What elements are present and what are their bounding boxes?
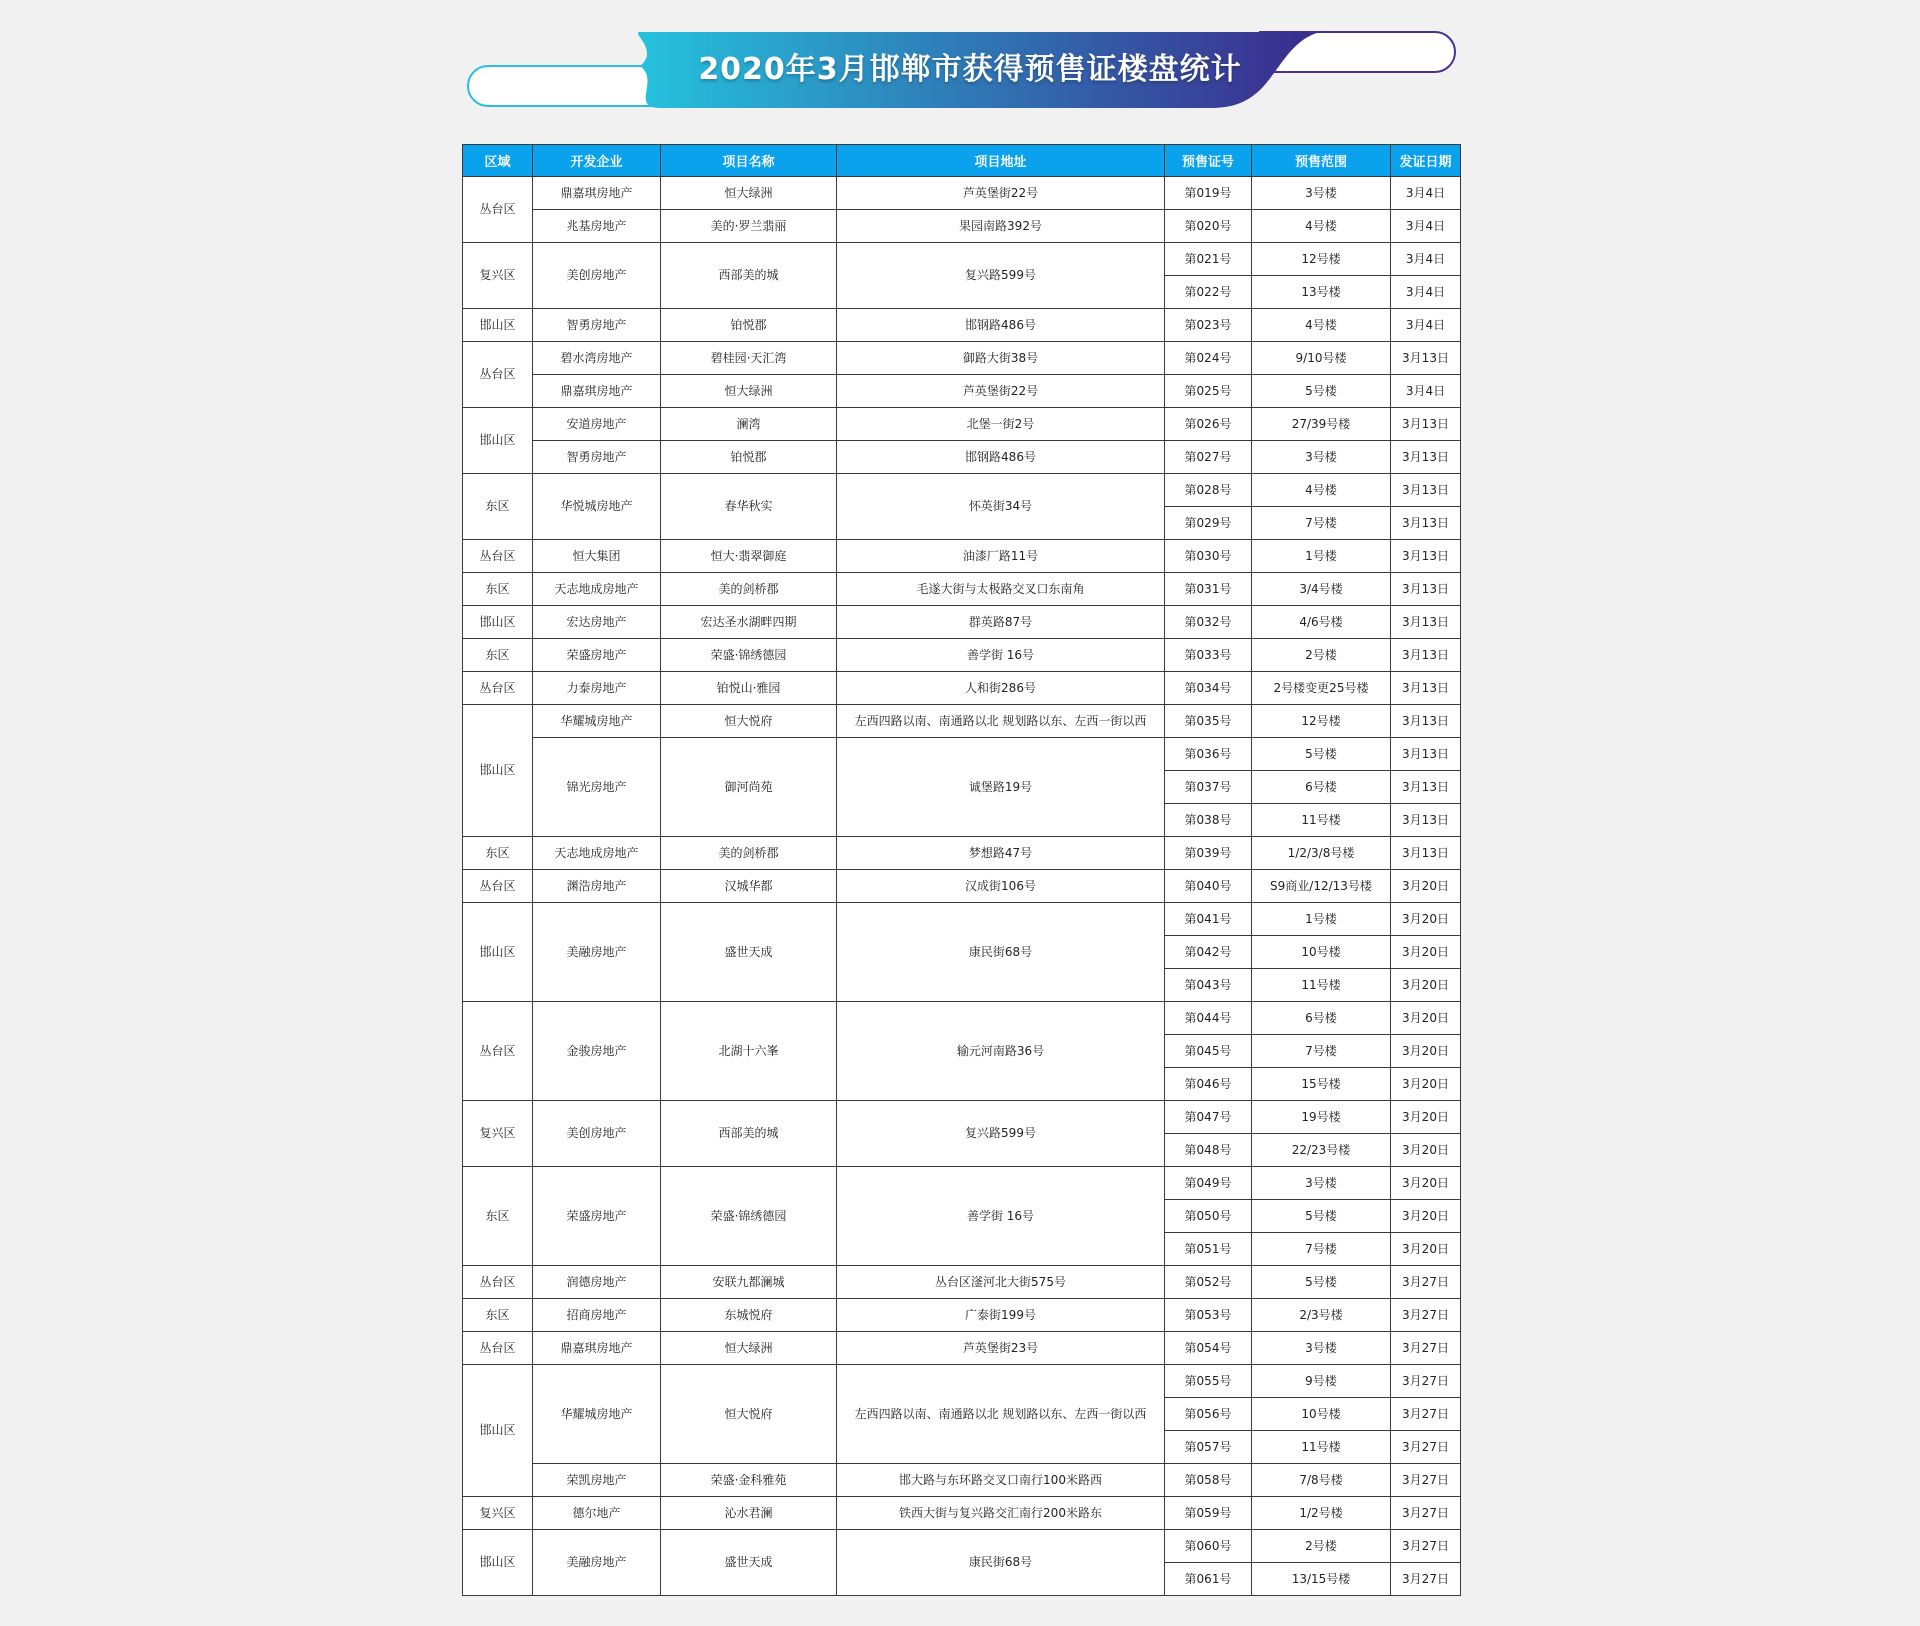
cell-scope: 3号楼 bbox=[1252, 1167, 1391, 1200]
table-row bbox=[463, 738, 1461, 771]
cell-scope: 7号楼 bbox=[1252, 507, 1391, 540]
cell-developer: 华耀城房地产 bbox=[533, 705, 661, 738]
cell-developer: 美创房地产 bbox=[533, 1101, 661, 1167]
cell-region: 东区 bbox=[463, 1299, 533, 1332]
cell-project-name: 恒大悦府 bbox=[661, 705, 837, 738]
cell-address: 芦英堡街23号 bbox=[837, 1332, 1165, 1365]
cell-scope: 4/6号楼 bbox=[1252, 606, 1391, 639]
cell-project-name: 恒大·翡翠御庭 bbox=[661, 540, 837, 573]
cell-address: 丛台区滏河北大街575号 bbox=[837, 1266, 1165, 1299]
cell-date: 3月4日 bbox=[1391, 177, 1461, 210]
cell-date: 3月4日 bbox=[1391, 243, 1461, 276]
cell-permit-no: 第049号 bbox=[1165, 1167, 1252, 1200]
table-row bbox=[463, 1497, 1461, 1530]
cell-permit-no: 第043号 bbox=[1165, 969, 1252, 1002]
cell-project-name: 美的·罗兰翡丽 bbox=[661, 210, 837, 243]
cell-permit-no: 第037号 bbox=[1165, 771, 1252, 804]
cell-date: 3月20日 bbox=[1391, 903, 1461, 936]
header-developer: 开发企业 bbox=[533, 145, 661, 177]
cell-developer: 华悦城房地产 bbox=[533, 474, 661, 540]
cell-developer: 天志地成房地产 bbox=[533, 837, 661, 870]
cell-address: 梦想路47号 bbox=[837, 837, 1165, 870]
cell-region: 复兴区 bbox=[463, 243, 533, 309]
table-row bbox=[463, 1266, 1461, 1299]
cell-date: 3月13日 bbox=[1391, 639, 1461, 672]
table-row bbox=[463, 309, 1461, 342]
table-row bbox=[463, 1299, 1461, 1332]
cell-permit-no: 第060号 bbox=[1165, 1530, 1252, 1563]
cell-region: 邯山区 bbox=[463, 1530, 533, 1596]
cell-address: 输元河南路36号 bbox=[837, 1002, 1165, 1101]
cell-developer: 润德房地产 bbox=[533, 1266, 661, 1299]
cell-permit-no: 第044号 bbox=[1165, 1002, 1252, 1035]
cell-project-name: 铂悦郡 bbox=[661, 441, 837, 474]
cell-date: 3月27日 bbox=[1391, 1332, 1461, 1365]
table-row bbox=[463, 408, 1461, 441]
cell-date: 3月20日 bbox=[1391, 1002, 1461, 1035]
cell-address: 汉成街106号 bbox=[837, 870, 1165, 903]
cell-date: 3月20日 bbox=[1391, 1233, 1461, 1266]
cell-date: 3月4日 bbox=[1391, 309, 1461, 342]
cell-permit-no: 第025号 bbox=[1165, 375, 1252, 408]
cell-scope: 11号楼 bbox=[1252, 1431, 1391, 1464]
cell-project-name: 汉城华都 bbox=[661, 870, 837, 903]
cell-permit-no: 第039号 bbox=[1165, 837, 1252, 870]
table-header-row bbox=[463, 145, 1461, 177]
cell-date: 3月27日 bbox=[1391, 1431, 1461, 1464]
cell-scope: 5号楼 bbox=[1252, 738, 1391, 771]
cell-region: 邯山区 bbox=[463, 705, 533, 837]
cell-permit-no: 第026号 bbox=[1165, 408, 1252, 441]
cell-scope: 1号楼 bbox=[1252, 903, 1391, 936]
cell-developer: 美创房地产 bbox=[533, 243, 661, 309]
table-row bbox=[463, 474, 1461, 507]
cell-region: 丛台区 bbox=[463, 1332, 533, 1365]
cell-permit-no: 第052号 bbox=[1165, 1266, 1252, 1299]
cell-permit-no: 第057号 bbox=[1165, 1431, 1252, 1464]
cell-date: 3月27日 bbox=[1391, 1530, 1461, 1563]
cell-scope: 11号楼 bbox=[1252, 804, 1391, 837]
cell-permit-no: 第059号 bbox=[1165, 1497, 1252, 1530]
cell-date: 3月20日 bbox=[1391, 1035, 1461, 1068]
cell-scope: 4号楼 bbox=[1252, 309, 1391, 342]
cell-permit-no: 第040号 bbox=[1165, 870, 1252, 903]
cell-region: 邯山区 bbox=[463, 309, 533, 342]
cell-address: 怀英街34号 bbox=[837, 474, 1165, 540]
cell-address: 左西四路以南、南通路以北 规划路以东、左西一街以西 bbox=[837, 1365, 1165, 1464]
cell-address: 御路大街38号 bbox=[837, 342, 1165, 375]
presale-table-container bbox=[462, 144, 1460, 1596]
cell-developer: 招商房地产 bbox=[533, 1299, 661, 1332]
cell-scope: 9/10号楼 bbox=[1252, 342, 1391, 375]
cell-address: 毛遂大街与太极路交叉口东南角 bbox=[837, 573, 1165, 606]
cell-permit-no: 第034号 bbox=[1165, 672, 1252, 705]
cell-project-name: 恒大绿洲 bbox=[661, 375, 837, 408]
cell-scope: 1号楼 bbox=[1252, 540, 1391, 573]
cell-developer: 荣凯房地产 bbox=[533, 1464, 661, 1497]
table-row bbox=[463, 1101, 1461, 1134]
cell-developer: 碧水湾房地产 bbox=[533, 342, 661, 375]
header-address: 项目地址 bbox=[837, 145, 1165, 177]
table-row bbox=[463, 243, 1461, 276]
cell-developer: 金骏房地产 bbox=[533, 1002, 661, 1101]
cell-developer: 安道房地产 bbox=[533, 408, 661, 441]
header-permit-no: 预售证号 bbox=[1165, 145, 1252, 177]
cell-permit-no: 第047号 bbox=[1165, 1101, 1252, 1134]
table-row bbox=[463, 1464, 1461, 1497]
table-row bbox=[463, 1167, 1461, 1200]
cell-date: 3月27日 bbox=[1391, 1365, 1461, 1398]
cell-project-name: 恒大绿洲 bbox=[661, 1332, 837, 1365]
cell-developer: 智勇房地产 bbox=[533, 441, 661, 474]
table-row bbox=[463, 177, 1461, 210]
table-row bbox=[463, 870, 1461, 903]
table-row bbox=[463, 639, 1461, 672]
cell-project-name: 美的剑桥郡 bbox=[661, 573, 837, 606]
cell-address: 康民街68号 bbox=[837, 1530, 1165, 1596]
cell-project-name: 美的剑桥郡 bbox=[661, 837, 837, 870]
cell-permit-no: 第023号 bbox=[1165, 309, 1252, 342]
cell-developer: 荣盛房地产 bbox=[533, 1167, 661, 1266]
table-row bbox=[463, 573, 1461, 606]
table-row bbox=[463, 441, 1461, 474]
cell-scope: 7号楼 bbox=[1252, 1035, 1391, 1068]
cell-region: 复兴区 bbox=[463, 1497, 533, 1530]
cell-scope: 3/4号楼 bbox=[1252, 573, 1391, 606]
cell-scope: 7号楼 bbox=[1252, 1233, 1391, 1266]
cell-region: 丛台区 bbox=[463, 540, 533, 573]
cell-date: 3月13日 bbox=[1391, 804, 1461, 837]
cell-date: 3月20日 bbox=[1391, 936, 1461, 969]
table-row bbox=[463, 1530, 1461, 1563]
cell-scope: 7/8号楼 bbox=[1252, 1464, 1391, 1497]
cell-permit-no: 第021号 bbox=[1165, 243, 1252, 276]
cell-permit-no: 第022号 bbox=[1165, 276, 1252, 309]
cell-date: 3月13日 bbox=[1391, 771, 1461, 804]
cell-scope: 12号楼 bbox=[1252, 243, 1391, 276]
table-row bbox=[463, 540, 1461, 573]
cell-address: 广泰街199号 bbox=[837, 1299, 1165, 1332]
cell-region: 邯山区 bbox=[463, 606, 533, 639]
cell-scope: 2号楼 bbox=[1252, 639, 1391, 672]
cell-developer: 锦光房地产 bbox=[533, 738, 661, 837]
cell-address: 果园南路392号 bbox=[837, 210, 1165, 243]
cell-developer: 恒大集团 bbox=[533, 540, 661, 573]
cell-date: 3月20日 bbox=[1391, 1167, 1461, 1200]
cell-date: 3月27日 bbox=[1391, 1266, 1461, 1299]
cell-permit-no: 第032号 bbox=[1165, 606, 1252, 639]
cell-scope: 9号楼 bbox=[1252, 1365, 1391, 1398]
cell-developer: 力泰房地产 bbox=[533, 672, 661, 705]
cell-project-name: 安联九都澜城 bbox=[661, 1266, 837, 1299]
cell-developer: 美融房地产 bbox=[533, 1530, 661, 1596]
cell-project-name: 铂悦郡 bbox=[661, 309, 837, 342]
cell-developer: 宏达房地产 bbox=[533, 606, 661, 639]
table-row bbox=[463, 1365, 1461, 1398]
cell-permit-no: 第019号 bbox=[1165, 177, 1252, 210]
cell-region: 邯山区 bbox=[463, 903, 533, 1002]
cell-permit-no: 第042号 bbox=[1165, 936, 1252, 969]
cell-region: 丛台区 bbox=[463, 342, 533, 408]
cell-project-name: 荣盛·锦绣德园 bbox=[661, 1167, 837, 1266]
cell-project-name: 西部美的城 bbox=[661, 243, 837, 309]
cell-project-name: 恒大绿洲 bbox=[661, 177, 837, 210]
cell-permit-no: 第051号 bbox=[1165, 1233, 1252, 1266]
cell-project-name: 北湖十六峯 bbox=[661, 1002, 837, 1101]
cell-scope: 1/2号楼 bbox=[1252, 1497, 1391, 1530]
cell-address: 邯大路与东环路交叉口南行100米路西 bbox=[837, 1464, 1165, 1497]
cell-permit-no: 第056号 bbox=[1165, 1398, 1252, 1431]
cell-permit-no: 第046号 bbox=[1165, 1068, 1252, 1101]
page-title: 2020年3月邯郸市获得预售证楼盘统计 bbox=[698, 52, 1242, 87]
cell-region: 东区 bbox=[463, 639, 533, 672]
cell-permit-no: 第050号 bbox=[1165, 1200, 1252, 1233]
cell-date: 3月13日 bbox=[1391, 507, 1461, 540]
cell-region: 东区 bbox=[463, 474, 533, 540]
cell-scope: 12号楼 bbox=[1252, 705, 1391, 738]
cell-scope: 3号楼 bbox=[1252, 1332, 1391, 1365]
cell-date: 3月13日 bbox=[1391, 540, 1461, 573]
cell-developer: 德尔地产 bbox=[533, 1497, 661, 1530]
cell-project-name: 宏达圣水湖畔四期 bbox=[661, 606, 837, 639]
cell-scope: 5号楼 bbox=[1252, 1200, 1391, 1233]
cell-developer: 智勇房地产 bbox=[533, 309, 661, 342]
cell-developer: 鼎嘉琪房地产 bbox=[533, 177, 661, 210]
cell-region: 邯山区 bbox=[463, 1365, 533, 1497]
table-body bbox=[463, 177, 1461, 1596]
header-scope: 预售范围 bbox=[1252, 145, 1391, 177]
cell-project-name: 春华秋实 bbox=[661, 474, 837, 540]
cell-scope: 2号楼变更25号楼 bbox=[1252, 672, 1391, 705]
cell-scope: 4号楼 bbox=[1252, 210, 1391, 243]
cell-developer: 华耀城房地产 bbox=[533, 1365, 661, 1464]
cell-permit-no: 第036号 bbox=[1165, 738, 1252, 771]
table-row bbox=[463, 1332, 1461, 1365]
cell-date: 3月20日 bbox=[1391, 1068, 1461, 1101]
cell-developer: 鼎嘉琪房地产 bbox=[533, 375, 661, 408]
cell-permit-no: 第041号 bbox=[1165, 903, 1252, 936]
cell-date: 3月20日 bbox=[1391, 1134, 1461, 1167]
cell-address: 康民街68号 bbox=[837, 903, 1165, 1002]
cell-region: 东区 bbox=[463, 837, 533, 870]
cell-permit-no: 第048号 bbox=[1165, 1134, 1252, 1167]
cell-permit-no: 第054号 bbox=[1165, 1332, 1252, 1365]
cell-scope: 2号楼 bbox=[1252, 1530, 1391, 1563]
table-row bbox=[463, 210, 1461, 243]
cell-address: 芦英堡街22号 bbox=[837, 177, 1165, 210]
cell-date: 3月20日 bbox=[1391, 870, 1461, 903]
cell-permit-no: 第033号 bbox=[1165, 639, 1252, 672]
cell-region: 丛台区 bbox=[463, 1266, 533, 1299]
table-row bbox=[463, 705, 1461, 738]
cell-region: 丛台区 bbox=[463, 1002, 533, 1101]
cell-project-name: 恒大悦府 bbox=[661, 1365, 837, 1464]
cell-scope: 5号楼 bbox=[1252, 1266, 1391, 1299]
cell-region: 丛台区 bbox=[463, 177, 533, 243]
cell-date: 3月13日 bbox=[1391, 408, 1461, 441]
cell-address: 善学街 16号 bbox=[837, 639, 1165, 672]
cell-address: 邯钢路486号 bbox=[837, 309, 1165, 342]
cell-project-name: 澜湾 bbox=[661, 408, 837, 441]
cell-date: 3月20日 bbox=[1391, 1200, 1461, 1233]
cell-scope: S9商业/12/13号楼 bbox=[1252, 870, 1391, 903]
table-row bbox=[463, 837, 1461, 870]
cell-scope: 13号楼 bbox=[1252, 276, 1391, 309]
table-row bbox=[463, 606, 1461, 639]
cell-date: 3月27日 bbox=[1391, 1398, 1461, 1431]
cell-scope: 1/2/3/8号楼 bbox=[1252, 837, 1391, 870]
cell-address: 铁西大街与复兴路交汇南行200米路东 bbox=[837, 1497, 1165, 1530]
cell-developer: 荣盛房地产 bbox=[533, 639, 661, 672]
cell-region: 东区 bbox=[463, 573, 533, 606]
cell-permit-no: 第024号 bbox=[1165, 342, 1252, 375]
cell-scope: 6号楼 bbox=[1252, 1002, 1391, 1035]
header-region: 区域 bbox=[463, 145, 533, 177]
cell-developer: 天志地成房地产 bbox=[533, 573, 661, 606]
cell-scope: 27/39号楼 bbox=[1252, 408, 1391, 441]
cell-date: 3月4日 bbox=[1391, 375, 1461, 408]
cell-date: 3月4日 bbox=[1391, 210, 1461, 243]
cell-address: 北堡一街2号 bbox=[837, 408, 1165, 441]
cell-address: 芦英堡街22号 bbox=[837, 375, 1165, 408]
cell-region: 丛台区 bbox=[463, 672, 533, 705]
cell-permit-no: 第030号 bbox=[1165, 540, 1252, 573]
cell-scope: 15号楼 bbox=[1252, 1068, 1391, 1101]
cell-address: 油漆厂路11号 bbox=[837, 540, 1165, 573]
cell-address: 群英路87号 bbox=[837, 606, 1165, 639]
cell-developer: 美融房地产 bbox=[533, 903, 661, 1002]
cell-address: 复兴路599号 bbox=[837, 1101, 1165, 1167]
cell-permit-no: 第045号 bbox=[1165, 1035, 1252, 1068]
cell-developer: 渊浩房地产 bbox=[533, 870, 661, 903]
cell-address: 善学街 16号 bbox=[837, 1167, 1165, 1266]
cell-address: 诚堡路19号 bbox=[837, 738, 1165, 837]
cell-permit-no: 第035号 bbox=[1165, 705, 1252, 738]
cell-date: 3月13日 bbox=[1391, 672, 1461, 705]
cell-date: 3月27日 bbox=[1391, 1464, 1461, 1497]
cell-project-name: 铂悦山·雅园 bbox=[661, 672, 837, 705]
cell-date: 3月20日 bbox=[1391, 969, 1461, 1002]
title-banner bbox=[460, 30, 1460, 110]
cell-permit-no: 第027号 bbox=[1165, 441, 1252, 474]
cell-address: 邯钢路486号 bbox=[837, 441, 1165, 474]
cell-scope: 10号楼 bbox=[1252, 936, 1391, 969]
cell-project-name: 御河尚苑 bbox=[661, 738, 837, 837]
cell-project-name: 东城悦府 bbox=[661, 1299, 837, 1332]
header-project-name: 项目名称 bbox=[661, 145, 837, 177]
cell-scope: 3号楼 bbox=[1252, 441, 1391, 474]
cell-permit-no: 第028号 bbox=[1165, 474, 1252, 507]
cell-permit-no: 第055号 bbox=[1165, 1365, 1252, 1398]
table-row bbox=[463, 1002, 1461, 1035]
cell-date: 3月4日 bbox=[1391, 276, 1461, 309]
cell-project-name: 荣盛·锦绣德园 bbox=[661, 639, 837, 672]
cell-scope: 6号楼 bbox=[1252, 771, 1391, 804]
cell-developer: 兆基房地产 bbox=[533, 210, 661, 243]
cell-permit-no: 第038号 bbox=[1165, 804, 1252, 837]
cell-region: 邯山区 bbox=[463, 408, 533, 474]
cell-permit-no: 第029号 bbox=[1165, 507, 1252, 540]
cell-address: 复兴路599号 bbox=[837, 243, 1165, 309]
cell-project-name: 盛世天成 bbox=[661, 1530, 837, 1596]
cell-date: 3月13日 bbox=[1391, 837, 1461, 870]
cell-permit-no: 第061号 bbox=[1165, 1563, 1252, 1596]
cell-project-name: 荣盛·金科雅苑 bbox=[661, 1464, 837, 1497]
cell-developer: 鼎嘉琪房地产 bbox=[533, 1332, 661, 1365]
cell-date: 3月13日 bbox=[1391, 738, 1461, 771]
table-row bbox=[463, 672, 1461, 705]
cell-address: 左西四路以南、南通路以北 规划路以东、左西一街以西 bbox=[837, 705, 1165, 738]
cell-date: 3月13日 bbox=[1391, 474, 1461, 507]
cell-project-name: 盛世天成 bbox=[661, 903, 837, 1002]
header-date: 发证日期 bbox=[1391, 145, 1461, 177]
cell-scope: 19号楼 bbox=[1252, 1101, 1391, 1134]
cell-date: 3月13日 bbox=[1391, 573, 1461, 606]
cell-region: 丛台区 bbox=[463, 870, 533, 903]
cell-project-name: 西部美的城 bbox=[661, 1101, 837, 1167]
cell-scope: 10号楼 bbox=[1252, 1398, 1391, 1431]
cell-permit-no: 第053号 bbox=[1165, 1299, 1252, 1332]
cell-region: 东区 bbox=[463, 1167, 533, 1266]
cell-scope: 3号楼 bbox=[1252, 177, 1391, 210]
table-row bbox=[463, 903, 1461, 936]
cell-region: 复兴区 bbox=[463, 1101, 533, 1167]
cell-address: 人和街286号 bbox=[837, 672, 1165, 705]
presale-table bbox=[462, 144, 1461, 1596]
cell-date: 3月13日 bbox=[1391, 342, 1461, 375]
cell-date: 3月27日 bbox=[1391, 1563, 1461, 1596]
cell-scope: 5号楼 bbox=[1252, 375, 1391, 408]
cell-scope: 22/23号楼 bbox=[1252, 1134, 1391, 1167]
cell-date: 3月27日 bbox=[1391, 1497, 1461, 1530]
cell-permit-no: 第031号 bbox=[1165, 573, 1252, 606]
table-row bbox=[463, 342, 1461, 375]
cell-date: 3月27日 bbox=[1391, 1299, 1461, 1332]
cell-scope: 4号楼 bbox=[1252, 474, 1391, 507]
cell-project-name: 沁水君澜 bbox=[661, 1497, 837, 1530]
cell-date: 3月13日 bbox=[1391, 705, 1461, 738]
table-row bbox=[463, 375, 1461, 408]
cell-scope: 11号楼 bbox=[1252, 969, 1391, 1002]
cell-scope: 13/15号楼 bbox=[1252, 1563, 1391, 1596]
cell-project-name: 碧桂园·天汇湾 bbox=[661, 342, 837, 375]
cell-date: 3月20日 bbox=[1391, 1101, 1461, 1134]
cell-date: 3月13日 bbox=[1391, 606, 1461, 639]
cell-date: 3月13日 bbox=[1391, 441, 1461, 474]
cell-permit-no: 第020号 bbox=[1165, 210, 1252, 243]
cell-scope: 2/3号楼 bbox=[1252, 1299, 1391, 1332]
cell-permit-no: 第058号 bbox=[1165, 1464, 1252, 1497]
